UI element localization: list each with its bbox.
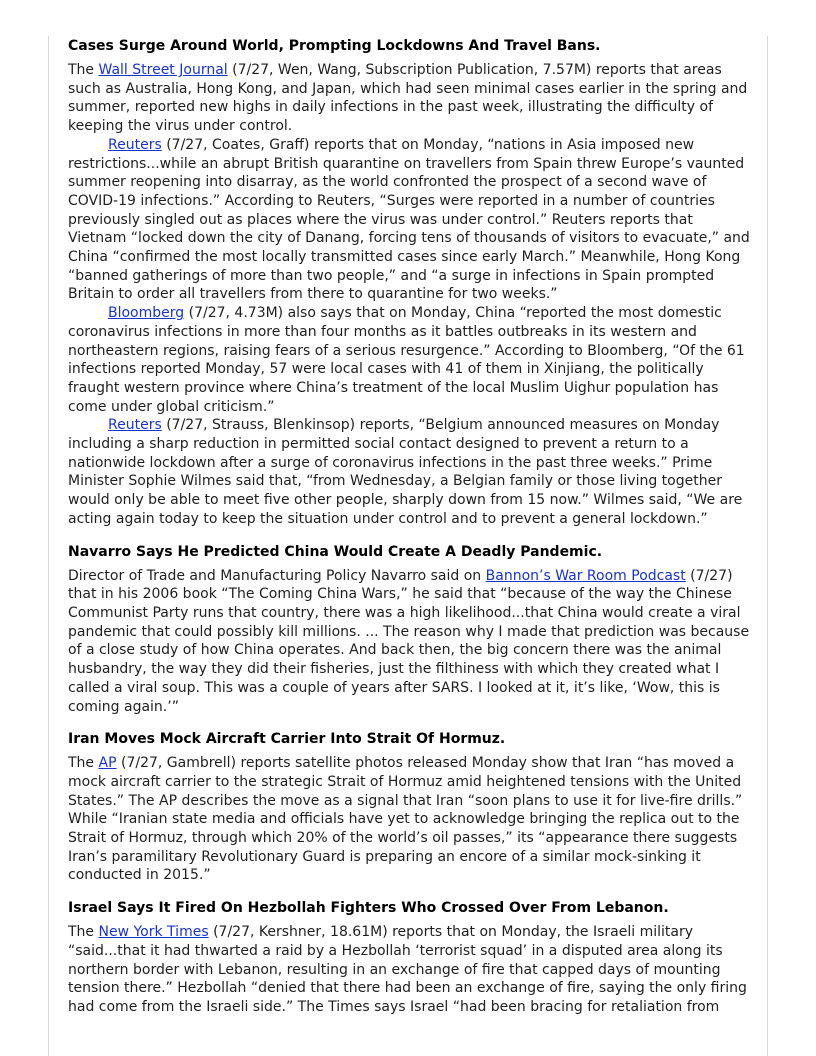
- right-margin-rule: [767, 36, 768, 1056]
- article-paragraph: Reuters (7/27, Coates, Graff) reports that on Monday, “nations in Asia imposed new restrictions...while an abrupt British quarantine on travellers from Spain threw Europe’s vaunted summer reopening into disarray, as the world confronted the prospect of a second wave of COVID-19 infections.” According to Reuters, “Surges were reported in a number of countries previously singled out as places where the virus was under control.” Reuters reports that Vietnam “locked down the city of Danang, forcing tens of thousands of visitors to evacuate,” and China “confirmed the most locally transmitted cases since early March.” Meanwhile, Hong Kong “banned gatherings of more than two people,” and “a surge in infections in Spain prompted Britain to order all travellers from there to quarantine for two weeks.”: [68, 136, 750, 303]
- newsletter-body: [68, 37, 750, 1031]
- article-headline: Cases Surge Around World, Prompting Lockdowns And Travel Bans.: [68, 38, 601, 54]
- source-link-wsj[interactable]: Wall Street Journal: [98, 62, 228, 78]
- article-headline: Iran Moves Mock Aircraft Carrier Into Strait Of Hormuz.: [68, 731, 506, 748]
- article-paragraph: Bloomberg (7/27, 4.73M) also says that on Monday, China “reported the most domestic coronavirus infections in more than four months as it battles outbreaks in its western and northeastern regions, raising fears of a serious resurgence.” According to Bloomberg, “Of the 61 infections reported Monday, 57 were local cases with 41 of them in Xinjiang, the politically fraught western province where China’s treatment of the local Muslim Uighur population has come under global criticism.”: [68, 305, 745, 415]
- article-iran-carrier: [68, 730, 750, 885]
- source-link-nyt[interactable]: New York Times: [98, 924, 209, 941]
- article-paragraph: Reuters (7/27, Strauss, Blenkinsop) reports, “Belgium announced measures on Monday including a sharp reduction in permitted social contact designed to prevent a return to a nationwide lockdown after a surge of coronavirus infections in the past three weeks.” Prime Minister Sophie Wilmes said that, “from Wednesday, a Belgian family or those living together would only be able to meet five other people, sharply down from 15 now.” Wilmes said, “We are acting again today to keep the situation under control and to prevent a general lockdown.”: [68, 417, 743, 527]
- article-paragraph: Director of Trade and Manufacturing Policy Navarro said on Bannon’s War Room Podcast (7/27) that in his 2006 book “The Coming China Wars,” he said that “because of the way the Chinese Communist Party runs that country, there was a high likelihood...that China would create a viral pandemic that could possibly kill millions. ... The reason why I made that prediction was because of a close study of how China operates. And back then, the big concern there was the animal husbandry, the way they did their fisheries, just the filthiness with which they created what I called a viral soup. This was a couple of years after SARS. I looked at it, it’s like, ‘Wow, this is coming again.’”: [68, 567, 750, 715]
- article-paragraph: The Wall Street Journal (7/27, Wen, Wang, Subscription Publication, 7.57M) reports that areas such as Australia, Hong Kong, and Japan, which had seen minimal cases earlier in the spring and summer, reported new highs in daily infections in the past week, illustrating the difficulty of keeping the virus under control.: [68, 62, 748, 135]
- article-cases-surge: [68, 37, 750, 529]
- left-margin-rule: [48, 36, 49, 1056]
- article-israel-hezbollah: [68, 899, 750, 1017]
- article-headline: Israel Says It Fired On Hezbollah Fighters Who Crossed Over From Lebanon.: [68, 900, 669, 917]
- source-link-reuters[interactable]: Reuters: [108, 417, 162, 434]
- source-link-bloomberg[interactable]: Bloomberg: [108, 305, 185, 322]
- article-paragraph: The AP (7/27, Gambrell) reports satellite photos released Monday show that Iran “has moved a mock aircraft carrier to the strategic Strait of Hormuz amid heightened tensions with the United States.” The AP describes the move as a signal that Iran “soon plans to use it for live-fire drills.” While “Iranian state media and officials have yet to acknowledge bringing the replica out to the Strait of Hormuz, through which 20% of the world’s oil passes,” its “appearance there suggests Iran’s paramilitary Revolutionary Guard is preparing an encore of a similar mock-sinking it conducted in 2015.”: [68, 755, 743, 884]
- article-paragraph: The New York Times (7/27, Kershner, 18.61M) reports that on Monday, the Israeli military “said...that it had thwarted a raid by a Hezbollah ‘terrorist squad’ in a disputed area along its northern border with Lebanon, resulting in an exchange of fire that capped days of mounting tension there.” Hezbollah “denied that there had been an exchange of fire, saying the only firing had come from the Israeli side.” The Times says Israel “had been bracing for retaliation from: [68, 924, 747, 1015]
- source-link-bannon-podcast[interactable]: Bannon’s War Room Podcast: [485, 567, 686, 584]
- article-navarro: [68, 543, 750, 717]
- article-headline: Navarro Says He Predicted China Would Create A Deadly Pandemic.: [68, 543, 603, 560]
- source-link-ap[interactable]: AP: [98, 755, 117, 772]
- source-link-reuters[interactable]: Reuters: [108, 136, 162, 153]
